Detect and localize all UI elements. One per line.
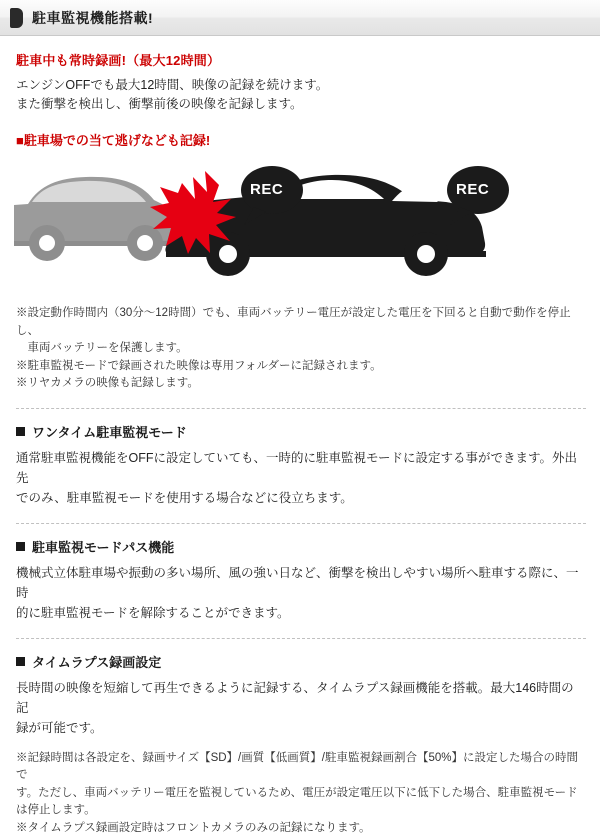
- section-body-line: でのみ、駐車監視モードを使用する場合などに役立ちます。: [16, 488, 586, 508]
- rec-label-right: REC: [456, 181, 489, 198]
- section-title-label: ワンタイム駐車監視モード: [32, 422, 187, 441]
- intro-line-2: また衝撃を検出し、衝撃前後の映像を記録します。: [16, 95, 586, 114]
- note-item: す。ただし、車両バッテリー電圧を監視しているため、電圧が設定電圧以下に低下した場合、駐車監視モード: [16, 785, 586, 803]
- section-body-line: 長時間の映像を短縮して再生できるように記録する、タイムラプス録画機能を搭載。最大146時間の記: [16, 678, 586, 718]
- intro-line-1: エンジンOFFでも最大12時間、映像の記録を続けます。: [16, 76, 586, 95]
- bullet-square-icon: [16, 542, 25, 551]
- parked-car-icon: [14, 177, 181, 261]
- intro-heading: 駐車中も常時録画!（最大12時間）: [16, 50, 586, 69]
- page-content: [0, 36, 600, 837]
- notes-top: [16, 305, 586, 393]
- page-header: [0, 0, 600, 36]
- bullet-square-icon: [16, 657, 25, 666]
- page-title: 駐車監視機能搭載!: [32, 8, 153, 28]
- section-title-label: 駐車監視モードパス機能: [32, 537, 174, 556]
- illustration-heading: ■駐車場での当て逃げなども記録!: [16, 130, 586, 149]
- bullet-square-icon: [16, 427, 25, 436]
- section-title: [16, 422, 586, 441]
- section-timelapse-recording: [16, 652, 586, 738]
- section-body-line: 機械式立体駐車場や振動の多い場所、風の強い日など、衝撃を検出しやすい場所へ駐車する際に、一時: [16, 563, 586, 603]
- note-item: ※リヤカメラの映像も記録します。: [16, 375, 586, 393]
- divider: [16, 638, 586, 639]
- section-title: [16, 652, 586, 671]
- intro-section: [16, 50, 586, 114]
- section-one-time-parking-mode: [16, 422, 586, 508]
- note-item: 車両バッテリーを保護します。: [16, 340, 586, 358]
- section-title: [16, 537, 586, 556]
- note-item: は停止します。: [16, 802, 586, 820]
- divider: [16, 408, 586, 409]
- section-body-line: 通常駐車監視機能をOFFに設定していても、一時的に駐車監視モードに設定する事ができます。外出先: [16, 448, 586, 488]
- section-body-line: 的に駐車監視モードを解除することができます。: [16, 603, 586, 623]
- note-item: ※記録時間は各設定を、録画サイズ【SD】/画質【低画質】/駐車監視録画割合【50%】に設定した場合の時間で: [16, 750, 586, 785]
- section-parking-mode-pass: [16, 537, 586, 623]
- illustration: [14, 155, 584, 295]
- section-body-line: 録が可能です。: [16, 718, 586, 738]
- note-item: ※駐車監視モードで録画された映像は専用フォルダーに記録されます。: [16, 358, 586, 376]
- page-mark-icon: [10, 8, 23, 28]
- note-item: ※設定動作時間内（30分～12時間）でも、車両バッテリー電圧が設定した電圧を下回ると自動で動作を停止し、: [16, 305, 586, 340]
- note-item: ※タイムラプス録画設定時はフロントカメラのみの記録になります。: [16, 820, 586, 837]
- divider: [16, 523, 586, 524]
- rec-label-left: REC: [250, 181, 283, 198]
- notes-bottom: [16, 750, 586, 837]
- section-title-label: タイムラプス録画設定: [32, 652, 161, 671]
